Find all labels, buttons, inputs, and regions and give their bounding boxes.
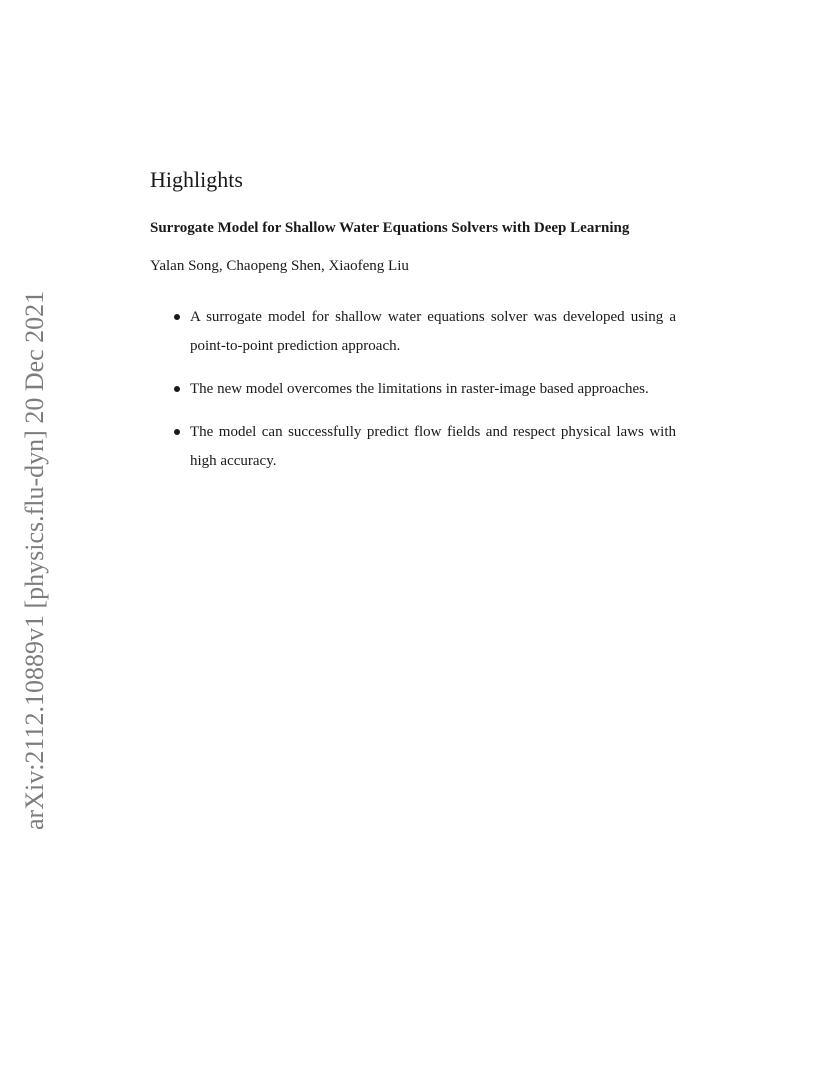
author-list: Yalan Song, Chaopeng Shen, Xiaofeng Liu (150, 258, 409, 274)
bullet-icon (174, 429, 180, 435)
highlight-text: The model can successfully predict flow fields and respect physical laws with high accuracy. (190, 424, 676, 469)
highlight-text: The new model overcomes the limitations in raster-image based approaches. (190, 381, 649, 397)
bullet-icon (174, 314, 180, 320)
arxiv-sidebar-stamp (15, 250, 55, 830)
highlight-item (150, 375, 676, 404)
highlight-item (150, 418, 676, 476)
arxiv-identifier: arXiv:2112.10889v1 [physics.flu-dyn] 20 Dec 2021 (20, 290, 49, 830)
highlights-list (150, 303, 676, 490)
highlight-item (150, 303, 676, 361)
bullet-icon (174, 386, 180, 392)
highlight-text: A surrogate model for shallow water equations solver was developed using a point-to-point prediction approach. (190, 309, 676, 354)
section-heading: Highlights (150, 167, 243, 192)
paper-title: Surrogate Model for Shallow Water Equations Solvers with Deep Learning (150, 220, 630, 236)
